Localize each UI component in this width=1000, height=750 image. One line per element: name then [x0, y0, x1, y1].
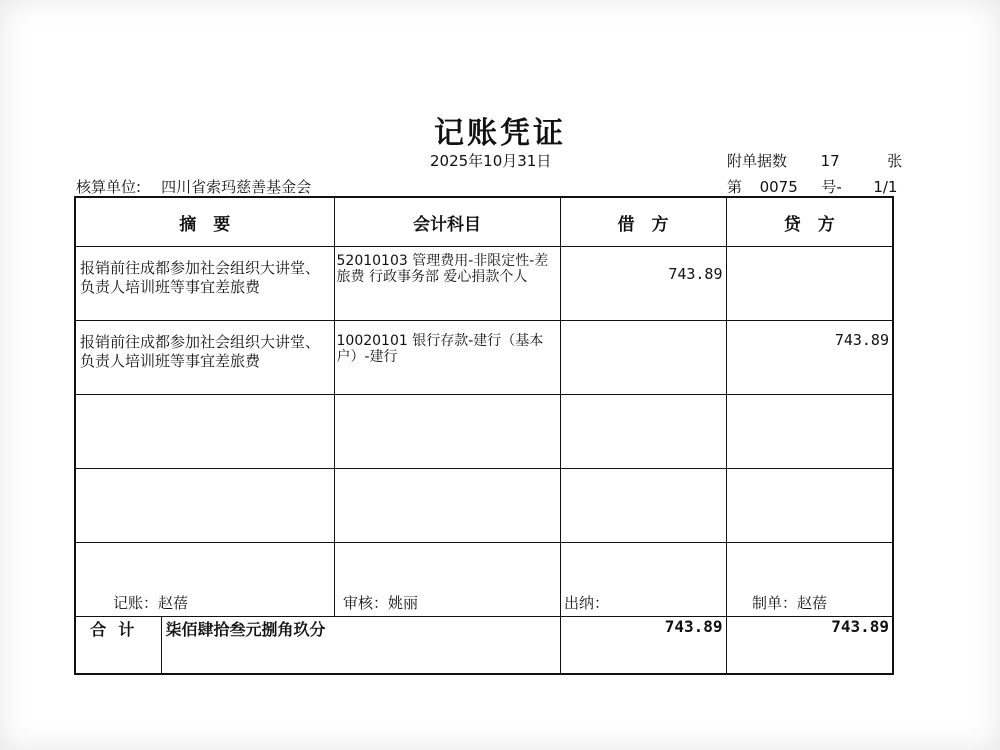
attachment-unit: 张 — [887, 152, 903, 170]
attachment-number: 17 — [820, 152, 840, 170]
entry-account: 52010103 管理费用-非限定性-差旅费 行政事务部 爱心捐款个人 — [334, 247, 560, 321]
table-row — [75, 321, 893, 395]
table-row — [75, 469, 893, 543]
entry-summary: 报销前往成都参加社会组织大讲堂、负责人培训班等事宜差旅费 — [75, 247, 334, 321]
header-summary: 摘 要 — [75, 197, 334, 247]
unit-label: 核算单位: — [76, 178, 142, 196]
total-amount-words: 柒佰肆拾叁元捌角玖分 — [161, 617, 560, 675]
entry-debit — [560, 321, 726, 395]
table-row — [75, 247, 893, 321]
entry-summary: 报销前往成都参加社会组织大讲堂、负责人培训班等事宜差旅费 — [75, 321, 334, 395]
voucher-page: 1/1 — [873, 178, 898, 196]
total-debit: 743.89 — [560, 617, 726, 675]
attachment-label: 附单据数 — [727, 152, 788, 170]
entry-summary — [75, 469, 334, 543]
voucher-prefix: 第 — [727, 178, 743, 196]
accounting-unit — [76, 176, 311, 197]
entry-account: 10020101 银行存款-建行（基本户）-建行 — [334, 321, 560, 395]
reviewer-signature: 审核：姚丽 — [343, 594, 419, 612]
table-header-row — [75, 197, 893, 247]
total-credit: 743.89 — [726, 617, 893, 675]
header-debit: 借 方 — [560, 197, 726, 247]
bookkeeper-signature: 记账：赵蓓 — [113, 594, 189, 612]
voucher-suffix: 号- — [821, 178, 842, 196]
entry-debit: 743.89 — [560, 247, 726, 321]
total-label: 合计 — [75, 617, 161, 675]
attachment-count — [727, 150, 902, 171]
voucher-title: 记账凭证 — [434, 116, 566, 151]
voucher-number — [727, 176, 897, 197]
entry-account — [334, 469, 560, 543]
header-account: 会计科目 — [334, 197, 560, 247]
total-row — [75, 617, 893, 675]
entry-debit — [560, 395, 726, 469]
voucher-date: 2025年10月31日 — [430, 152, 552, 170]
preparer-signature: 制单：赵蓓 — [752, 594, 828, 612]
cashier-signature: 出纳： — [564, 594, 610, 612]
voucher-num: 0075 — [759, 178, 798, 196]
entry-debit — [560, 469, 726, 543]
unit-name: 四川省索玛慈善基金会 — [161, 178, 312, 196]
header-credit: 贷 方 — [726, 197, 893, 247]
entry-account — [334, 395, 560, 469]
table-row — [75, 395, 893, 469]
entry-credit: 743.89 — [726, 321, 893, 395]
entry-credit — [726, 395, 893, 469]
entry-credit — [726, 469, 893, 543]
entry-credit — [726, 247, 893, 321]
entry-summary — [75, 395, 334, 469]
